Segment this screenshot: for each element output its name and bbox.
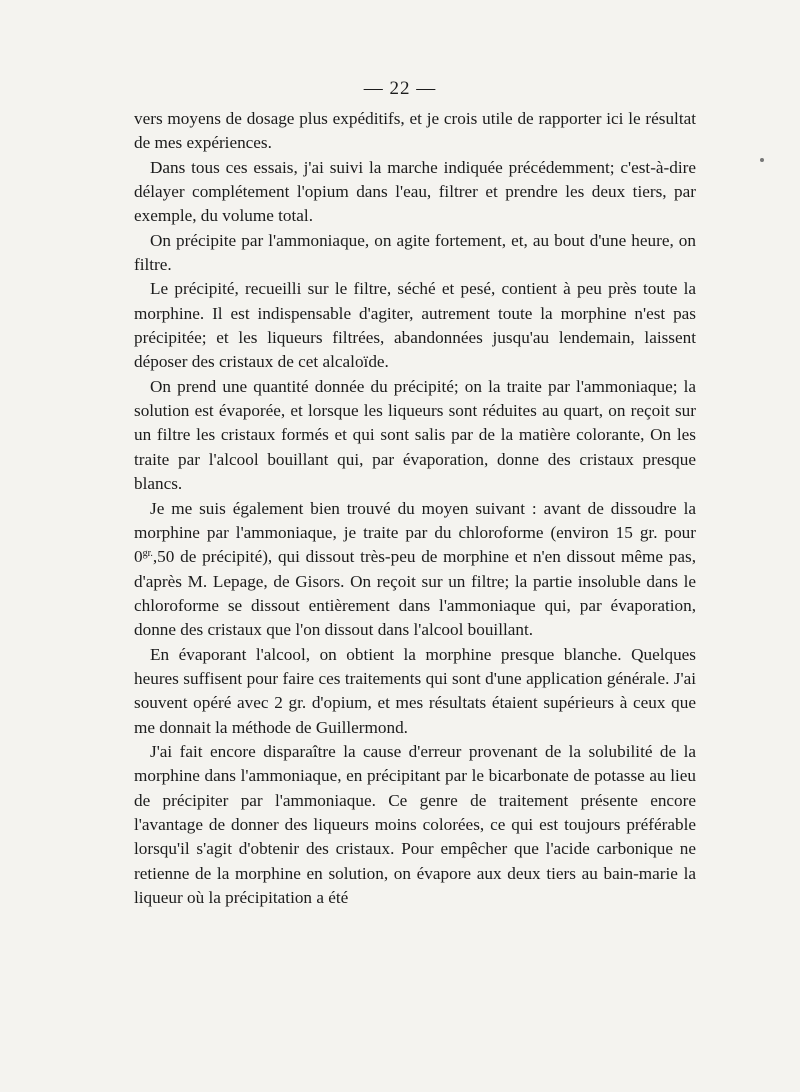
paragraph-5: On prend une quantité donnée du précipité; on la traite par l'ammoniaque; la solution est évaporée, et lorsque les liqueurs sont réduites au quart, on reçoit sur un filtre les cristaux formés et qui sont salis par de la matière colorante, On les traite par l'alcool bouillant qui, par évaporation, donne des cristaux presque blancs. bbox=[134, 376, 696, 494]
paragraph-1: vers moyens de dosage plus expéditifs, et je crois utile de rapporter ici le résultat de mes expériences. bbox=[134, 109, 696, 153]
paragraph-6-part-1: Je me suis également bien trouvé du moyen suivant : avant de dissoudre la morphine par l'ammoniaque, je traite par du chloroforme (environ 15 gr. pour 0 bbox=[134, 498, 696, 567]
paragraph-8: J'ai fait encore disparaître la cause d'erreur provenant de la solubilité de la morphine dans l'ammoniaque, en précipitant par le bicarbonate de potasse au lieu de précipiter par l'ammoniaque. Ce genre de traitement présente encore l'avantage de donner des liqueurs moins colorées, ce qui est toujours préférable lorsqu'il s'agit d'obtenir des cristaux. Pour empêcher que l'acide carbonique ne retienne de la morphine en solution, on évapore aux deux tiers au bain-marie la liqueur où la précipitation a été bbox=[134, 741, 696, 907]
ink-speck bbox=[760, 158, 764, 162]
page-number: — 22 — bbox=[363, 78, 437, 99]
paragraph-7: En évaporant l'alcool, on obtient la morphine presque blanche. Quelques heures suffisent pour faire ces traitements qui sont d'une application générale. J'ai souvent opéré avec 2 gr. d'opium, et mes résultats étaient supérieurs à ceux que me donnait la méthode de Guillermond. bbox=[134, 644, 696, 737]
paragraph-3: On précipite par l'ammoniaque, on agite fortement, et, au bout d'une heure, on filtre. bbox=[134, 230, 696, 275]
body-text bbox=[134, 107, 696, 910]
paragraph-6-part-2: ,50 de précipité), qui dissout très-peu de morphine et n'en dissout même pas, d'après M. Lepage, de Gisors. On reçoit sur un filtre; la partie insoluble dans le chloroforme se dissout entièrement dans l'ammoniaque qui, par évaporation, donne des cristaux que l'on dissout dans l'alcool bouillant. bbox=[134, 547, 696, 640]
paragraph-2: Dans tous ces essais, j'ai suivi la marche indiquée précédemment; c'est-à-dire délayer complétement l'opium dans l'eau, filtrer et prendre les deux tiers, par exemple, du volume total. bbox=[134, 157, 696, 226]
gram-superscript: gr. bbox=[142, 548, 153, 560]
paragraph-4: Le précipité, recueilli sur le filtre, séché et pesé, contient à peu près toute la morphine. Il est indispensable d'agiter, autrement toute la morphine n'est pas précipitée; et les liqueurs filtrées, abandonnées jusqu'au lendemain, laissent déposer des cristaux de cet alcaloïde. bbox=[134, 279, 696, 372]
paragraph-6 bbox=[134, 497, 696, 643]
